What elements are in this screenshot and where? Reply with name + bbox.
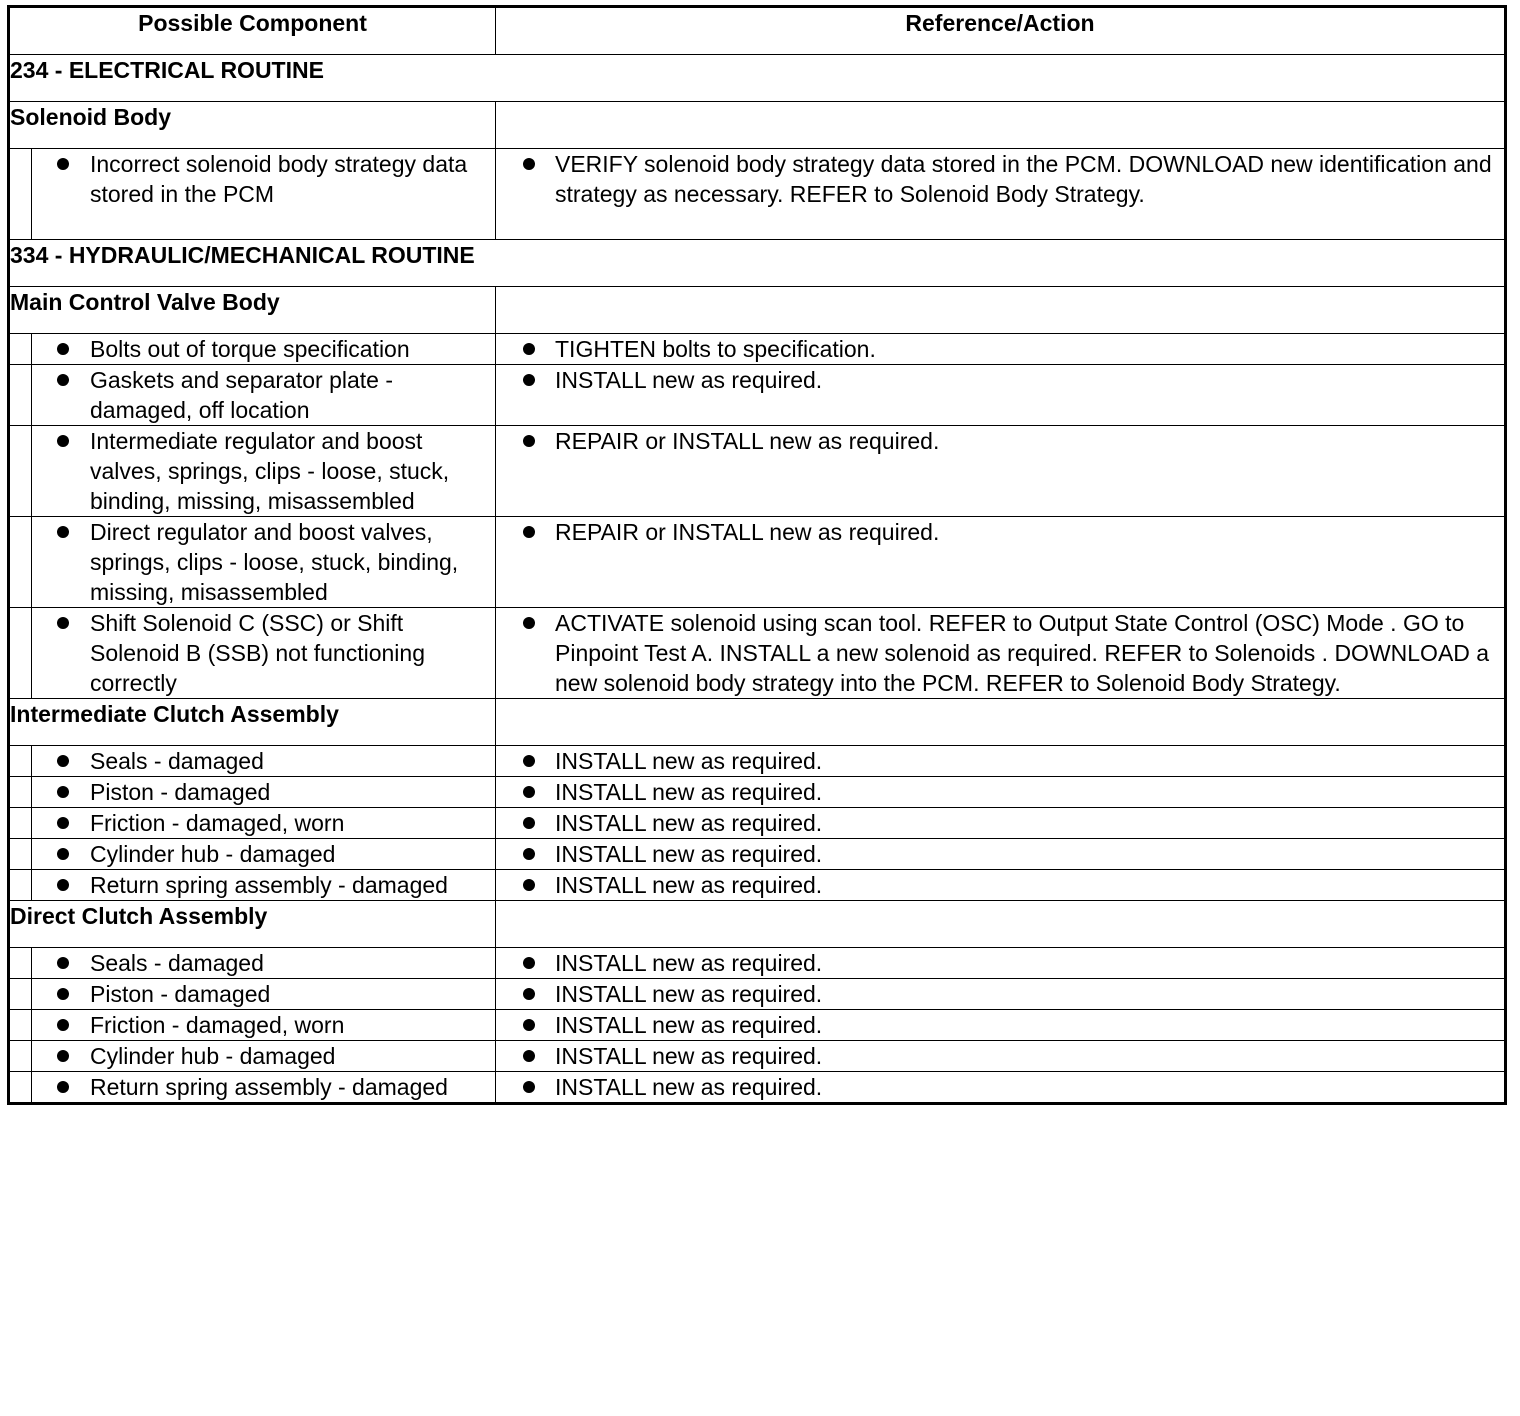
table-row [9,777,1506,808]
action-text: ACTIVATE solenoid using scan tool. REFER to Output State Control (OSC) Mode . GO to Pinpoint Test A. INSTALL a new solenoid as required. REFER to Solenoids . DOWNLOAD a new solenoid body strategy into the PCM. REFER to Solenoid Body Strategy. [555,610,1490,696]
header-action: Reference/Action [496,7,1506,55]
component-text: Bolts out of torque specification [90,336,410,362]
bullet-icon [57,817,69,829]
subsection-empty-cell [496,699,1506,746]
action-cell [496,979,1506,1010]
action-text: INSTALL new as required. [555,841,823,867]
indent-cell [9,608,32,699]
action-entry [496,365,1504,395]
component-entry [32,870,495,900]
bullet-icon [57,1050,69,1062]
table-row [9,808,1506,839]
component-entry [32,149,495,209]
bullet-icon [523,988,535,1000]
indent-cell [9,1010,32,1041]
action-text: INSTALL new as required. [555,1074,823,1100]
bullet-icon [57,343,69,355]
component-cell [32,948,496,979]
action-cell [496,608,1506,699]
bullet-icon [523,1050,535,1062]
bullet-icon [57,374,69,386]
action-text: INSTALL new as required. [555,981,823,1007]
bullet-icon [57,848,69,860]
action-text: INSTALL new as required. [555,810,823,836]
action-cell [496,1010,1506,1041]
action-entry [496,517,1504,547]
action-text: REPAIR or INSTALL new as required. [555,519,940,545]
bullet-icon [523,755,535,767]
action-entry [496,839,1504,869]
action-entry [496,870,1504,900]
component-cell [32,1072,496,1104]
table-row [9,1010,1506,1041]
subsection-title: Main Control Valve Body [9,287,496,334]
component-text: Cylinder hub - damaged [90,841,336,867]
component-cell [32,979,496,1010]
indent-cell [9,948,32,979]
bullet-icon [57,435,69,447]
component-text: Friction - damaged, worn [90,1012,345,1038]
component-text: Seals - damaged [90,950,264,976]
component-cell [32,839,496,870]
component-cell [32,777,496,808]
action-entry [496,948,1504,978]
table-row [9,1072,1506,1104]
table-row [9,870,1506,901]
component-text: Intermediate regulator and boost valves, springs, clips - loose, stuck, binding, missing, misassembled [90,428,450,514]
component-entry [32,334,495,364]
bullet-icon [57,526,69,538]
component-entry [32,1041,495,1071]
component-entry [32,365,495,425]
component-cell [32,1041,496,1072]
table-row [9,979,1506,1010]
subsection-row [9,102,1506,149]
indent-cell [9,870,32,901]
component-cell [32,334,496,365]
component-entry [32,746,495,776]
action-text: REPAIR or INSTALL new as required. [555,428,940,454]
subsection-empty-cell [496,901,1506,948]
component-entry [32,948,495,978]
component-text: Shift Solenoid C (SSC) or Shift Solenoid B (SSB) not functioning correctly [90,610,425,696]
component-entry [32,839,495,869]
bullet-icon [523,1081,535,1093]
bullet-icon [57,1019,69,1031]
component-entry [32,517,495,607]
component-text: Incorrect solenoid body strategy data stored in the PCM [90,151,468,207]
action-cell [496,839,1506,870]
action-entry [496,979,1504,1009]
table-row [9,365,1506,426]
action-cell [496,870,1506,901]
bullet-icon [523,158,535,170]
action-entry [496,1041,1504,1071]
indent-cell [9,149,32,240]
bullet-icon [523,817,535,829]
action-text: INSTALL new as required. [555,950,823,976]
component-cell [32,746,496,777]
table-row [9,1041,1506,1072]
section-row [9,55,1506,102]
component-cell [32,1010,496,1041]
indent-cell [9,365,32,426]
subsection-title: Solenoid Body [9,102,496,149]
table-row [9,149,1506,240]
bullet-icon [523,435,535,447]
bullet-icon [523,617,535,629]
subsection-row [9,287,1506,334]
header-component: Possible Component [9,7,496,55]
table-row [9,426,1506,517]
action-text: INSTALL new as required. [555,872,823,898]
component-entry [32,777,495,807]
action-entry [496,808,1504,838]
bullet-icon [57,158,69,170]
bullet-icon [57,786,69,798]
action-cell [496,777,1506,808]
bullet-icon [523,374,535,386]
bullet-icon [57,617,69,629]
bullet-icon [523,879,535,891]
table-row [9,746,1506,777]
action-entry [496,1072,1504,1102]
component-cell [32,426,496,517]
component-cell [32,870,496,901]
component-cell [32,149,496,240]
component-text: Piston - damaged [90,981,271,1007]
component-text: Piston - damaged [90,779,271,805]
component-entry [32,1010,495,1040]
table-body [9,7,1506,1104]
action-entry [496,149,1504,209]
indent-cell [9,1072,32,1104]
bullet-icon [523,848,535,860]
component-entry [32,979,495,1009]
section-title: 334 - HYDRAULIC/MECHANICAL ROUTINE [9,240,1506,287]
indent-cell [9,1041,32,1072]
table-row [9,334,1506,365]
component-cell [32,365,496,426]
action-cell [496,365,1506,426]
component-text: Cylinder hub - damaged [90,1043,336,1069]
bullet-icon [523,526,535,538]
component-entry [32,608,495,698]
action-cell [496,149,1506,240]
section-title: 234 - ELECTRICAL ROUTINE [9,55,1506,102]
action-text: INSTALL new as required. [555,1012,823,1038]
component-cell [32,517,496,608]
indent-cell [9,746,32,777]
action-text: INSTALL new as required. [555,779,823,805]
bullet-icon [523,1019,535,1031]
subsection-title: Intermediate Clutch Assembly [9,699,496,746]
indent-cell [9,777,32,808]
indent-cell [9,839,32,870]
action-cell [496,808,1506,839]
component-cell [32,808,496,839]
action-entry [496,334,1504,364]
component-entry [32,1072,495,1102]
action-text: INSTALL new as required. [555,367,823,393]
action-entry [496,608,1504,698]
section-row [9,240,1506,287]
bullet-icon [523,343,535,355]
action-entry [496,777,1504,807]
bullet-icon [57,988,69,1000]
action-text: TIGHTEN bolts to specification. [555,336,876,362]
action-cell [496,746,1506,777]
bullet-icon [57,1081,69,1093]
indent-cell [9,979,32,1010]
component-text: Return spring assembly - damaged [90,872,448,898]
action-cell [496,1041,1506,1072]
table-row [9,948,1506,979]
bullet-icon [523,957,535,969]
table-row [9,839,1506,870]
subsection-empty-cell [496,287,1506,334]
action-text: VERIFY solenoid body strategy data stored in the PCM. DOWNLOAD new identification and strategy as necessary. REFER to Solenoid Body Strategy. [555,151,1492,207]
component-text: Direct regulator and boost valves, springs, clips - loose, stuck, binding, missing, misassembled [90,519,459,605]
indent-cell [9,517,32,608]
component-entry [32,808,495,838]
bullet-icon [57,755,69,767]
diagnostic-table [7,5,1507,1105]
table-row [9,608,1506,699]
subsection-row [9,901,1506,948]
component-cell [32,608,496,699]
action-text: INSTALL new as required. [555,748,823,774]
indent-cell [9,426,32,517]
component-entry [32,426,495,516]
table-row [9,517,1506,608]
header-row [9,7,1506,55]
subsection-row [9,699,1506,746]
action-entry [496,426,1504,456]
subsection-empty-cell [496,102,1506,149]
action-entry [496,746,1504,776]
component-text: Seals - damaged [90,748,264,774]
indent-cell [9,334,32,365]
component-text: Friction - damaged, worn [90,810,345,836]
action-text: INSTALL new as required. [555,1043,823,1069]
action-cell [496,517,1506,608]
action-entry [496,1010,1504,1040]
action-cell [496,334,1506,365]
bullet-icon [57,957,69,969]
action-cell [496,948,1506,979]
component-text: Gaskets and separator plate - damaged, off location [90,367,393,423]
indent-cell [9,808,32,839]
bullet-icon [57,879,69,891]
subsection-title: Direct Clutch Assembly [9,901,496,948]
bullet-icon [523,786,535,798]
component-text: Return spring assembly - damaged [90,1074,448,1100]
action-cell [496,1072,1506,1104]
action-cell [496,426,1506,517]
